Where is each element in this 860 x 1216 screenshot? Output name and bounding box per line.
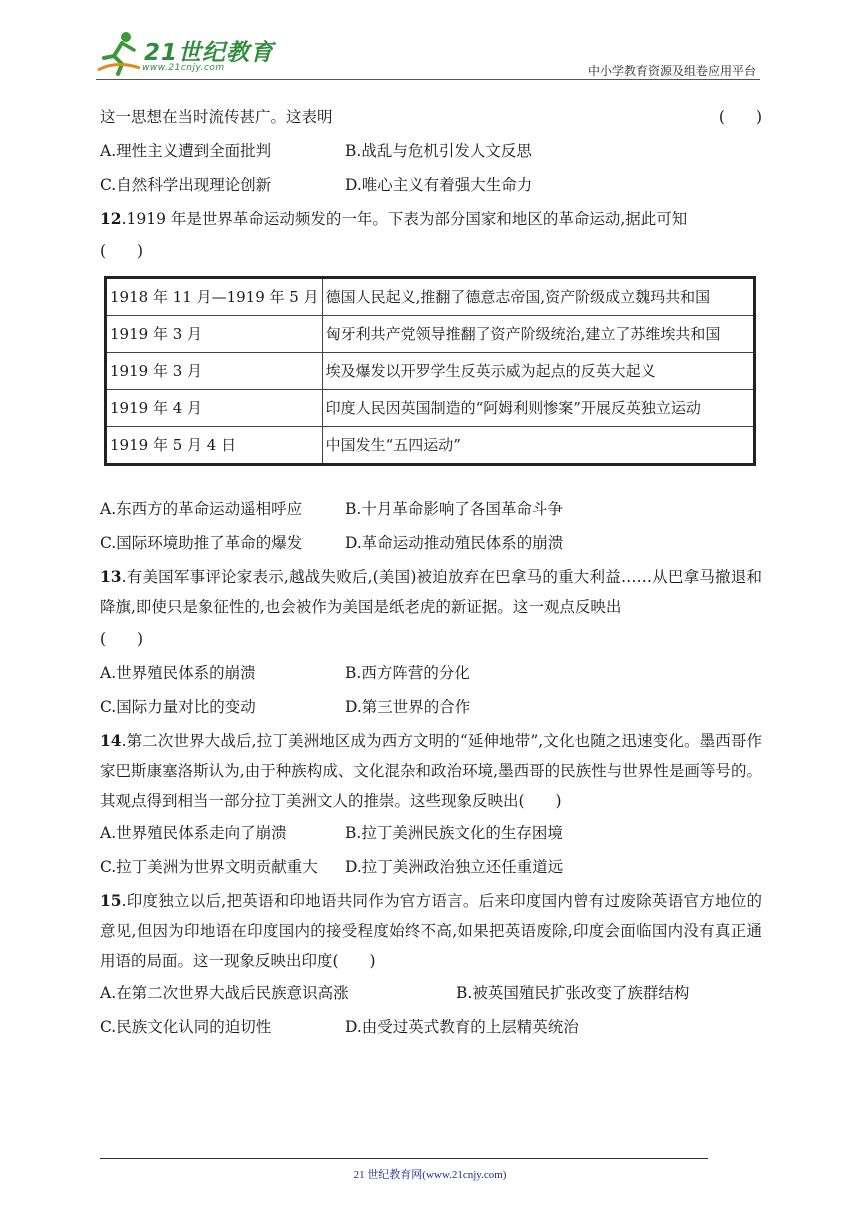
q15-options-row-1 <box>100 976 762 1010</box>
q11-options-row-1 <box>100 134 762 168</box>
q13-option-a[interactable]: A.世界殖民体系的崩溃 <box>100 664 256 682</box>
table-row <box>106 316 755 353</box>
q15-number: 15 <box>100 891 122 910</box>
q13-option-b[interactable]: B.西方阵营的分化 <box>345 664 470 682</box>
q14-option-a[interactable]: A.世界殖民体系走向了崩溃 <box>100 824 287 842</box>
page-header <box>96 30 760 80</box>
table-cell-date: 1919 年 4 月 <box>106 390 323 427</box>
table-row <box>106 390 755 427</box>
table-cell-date: 1919 年 3 月 <box>106 316 323 353</box>
q14-option-b[interactable]: B.拉丁美洲民族文化的生存困境 <box>345 824 563 842</box>
q12-option-a[interactable]: A.东西方的革命运动遥相呼应 <box>100 500 303 518</box>
table-cell-event: 德国人民起义,推翻了德意志帝国,资产阶级成立魏玛共和国 <box>322 278 754 316</box>
footer-divider <box>100 1158 708 1159</box>
q13-option-d[interactable]: D.第三世界的合作 <box>345 698 471 716</box>
table-cell-event: 埃及爆发以开罗学生反英示威为起点的反英大起义 <box>322 353 754 390</box>
q15-option-d[interactable]: D.由受过英式教育的上层精英统治 <box>345 1018 579 1036</box>
table-row <box>106 278 755 316</box>
table-cell-date: 1919 年 3 月 <box>106 353 323 390</box>
q13-options-row-2 <box>100 690 762 724</box>
q11-option-c[interactable]: C.自然科学出现理论创新 <box>100 176 272 194</box>
q13-options-row-1 <box>100 656 762 690</box>
q11-option-b[interactable]: B.战乱与危机引发人文反思 <box>345 142 532 160</box>
q11-answer-paren: ( ) <box>718 108 762 126</box>
q14-options-row-2 <box>100 850 762 884</box>
q12-stem-text: .1919 年是世界革命运动频发的一年。下表为部分国家和地区的革命运动,据此可知 <box>121 210 688 228</box>
table-row <box>106 353 755 390</box>
q14-option-d[interactable]: D.拉丁美洲政治独立还任重道远 <box>345 858 564 876</box>
q12-answer-paren: ( ) <box>100 242 144 260</box>
revolution-table <box>104 276 756 466</box>
table-cell-event: 匈牙利共产党领导推翻了资产阶级统治,建立了苏维埃共和国 <box>322 316 754 353</box>
header-divider <box>96 79 760 80</box>
q11-stem-text: 这一思想在当时流传甚广。这表明 <box>100 108 333 126</box>
q11-option-a[interactable]: A.理性主义遭到全面批判 <box>100 142 272 160</box>
table-cell-event: 中国发生“五四运动” <box>322 427 754 465</box>
q14-option-c[interactable]: C.拉丁美洲为世界文明贡献重大 <box>100 858 318 876</box>
q15-stem <box>100 886 762 976</box>
q13-option-c[interactable]: C.国际力量对比的变动 <box>100 698 256 716</box>
table-cell-date: 1919 年 5 月 4 日 <box>106 427 323 465</box>
site-logo[interactable] <box>96 30 275 78</box>
q13-stem-text: .有美国军事评论家表示,越战失败后,(美国)被迫放弃在巴拿马的重大利益……从巴拿马撤退和降旗,即使只是象征性的,也会被作为美国是纸老虎的新证据。这一观点反映出 <box>100 568 762 616</box>
footer-link[interactable]: 21 世纪教育网(www.21cnjy.com) <box>353 1169 507 1181</box>
q15-option-b[interactable]: B.被英国殖民扩张改变了族群结构 <box>456 984 690 1002</box>
q12-option-b[interactable]: B.十月革命影响了各国革命斗争 <box>345 500 563 518</box>
q12-options-row-2 <box>100 526 762 560</box>
q13-answer-paren: ( ) <box>100 630 144 648</box>
exam-content <box>100 100 762 1044</box>
table-row <box>106 427 755 465</box>
q11-option-d[interactable]: D.唯心主义有着强大生命力 <box>345 176 533 194</box>
table-cell-event: 印度人民因英国制造的“阿姆利则惨案”开展反英独立运动 <box>322 390 754 427</box>
table-cell-date: 1918 年 11 月—1919 年 5 月 <box>106 278 323 316</box>
q15-option-a[interactable]: A.在第二次世界大战后民族意识高涨 <box>100 984 349 1002</box>
q14-stem <box>100 726 762 816</box>
q12-options-row-1 <box>100 492 762 526</box>
q14-stem-text: .第二次世界大战后,拉丁美洲地区成为西方文明的“延伸地带”,文化也随之迅速变化。墨西哥作家巴斯康塞洛斯认为,由于种族构成、文化混杂和政治环境,墨西哥的民族性与世界性是画等号的。其观点得到相当一部分拉丁美洲文人的推崇。这些现象反映出( ) <box>100 732 762 810</box>
header-platform-name: 中小学教育资源及组卷应用平台 <box>587 64 756 78</box>
q14-options-row-1 <box>100 816 762 850</box>
q14-number: 14 <box>100 731 122 750</box>
q12-option-c[interactable]: C.国际环境助推了革命的爆发 <box>100 534 303 552</box>
q11-stem-tail <box>100 100 762 134</box>
table-spacer <box>100 466 762 492</box>
logo-text: 21世纪教育 <box>144 40 275 66</box>
q15-options-row-2 <box>100 1010 762 1044</box>
q12-number: 12 <box>100 209 122 228</box>
q11-options-row-2 <box>100 168 762 202</box>
running-figure-icon <box>96 30 144 76</box>
q12-stem <box>100 204 762 234</box>
q12-option-d[interactable]: D.革命运动推动殖民体系的崩溃 <box>345 534 564 552</box>
q15-stem-text: .印度独立以后,把英语和印地语共同作为官方语言。后来印度国内曾有过废除英语官方地位的意见,但因为印地语在印度国内的接受程度始终不高,如果把英语废除,印度会面临国内没有真正通用语的局面。这一现象反映出印度( ) <box>100 892 762 970</box>
q13-stem <box>100 562 762 622</box>
q15-option-c[interactable]: C.民族文化认同的迫切性 <box>100 1018 272 1036</box>
logo-url: www.21cnjy.com <box>142 63 225 73</box>
q13-number: 13 <box>100 567 122 586</box>
